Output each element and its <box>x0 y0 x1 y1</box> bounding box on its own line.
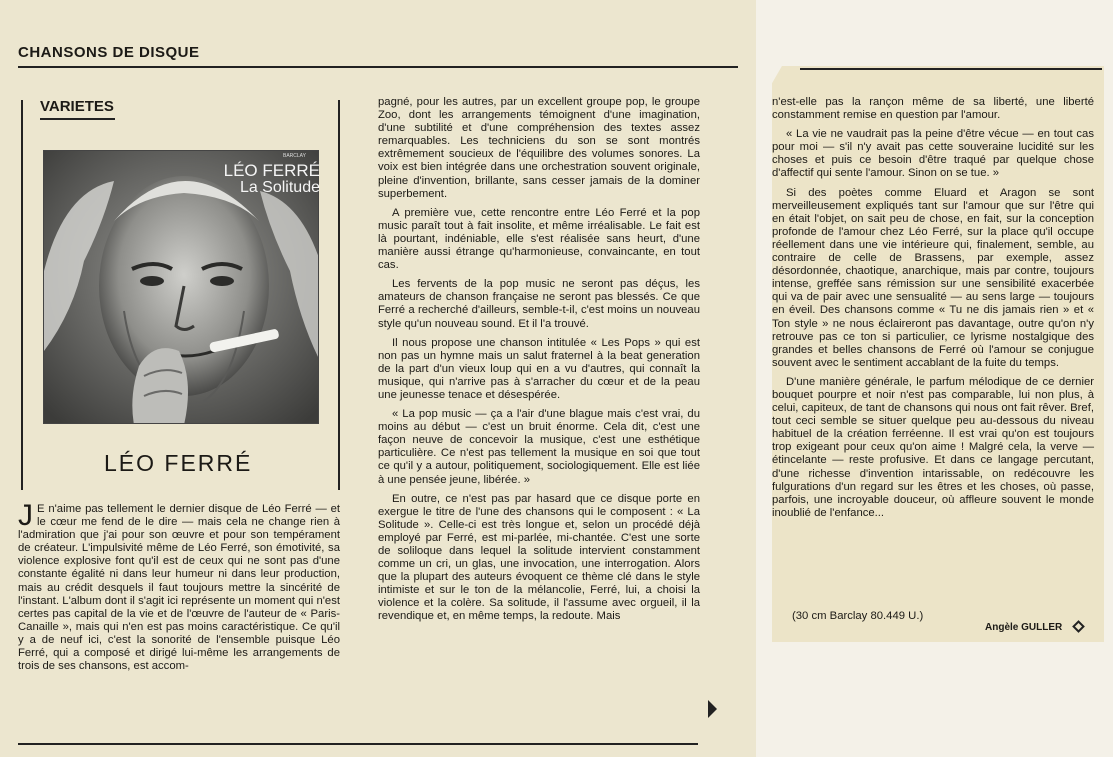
bottom-rule <box>18 743 698 745</box>
paragraph: Il nous propose une chanson intitulée « Les Pops » qui est non pas un hymne mais un salut fraternel à la beat generation de la part d'un vieux loup qui en a vu d'autres, qui connaît la musique, qui n'arrive pas à s'arracher du cœur et de la peau une jeunesse tenace et désespérée. <box>378 336 700 401</box>
drop-cap: J <box>18 499 33 532</box>
paragraph: pagné, pour les autres, par un excellent groupe pop, le groupe Zoo, dont les arrangements témoignent d'une imagination, d'une subtilité et d'une compréhension des textes assez remarquables. Les techniciens du son se sont montrés extrêmement soucieux de l'équilibre des volumes sonores. La voix est bien intégrée dans une orchestration souvent originale, pleine d'invention, brillante, sans cesser jamais de la dominer superbement. <box>378 96 700 200</box>
record-reference: (30 cm Barclay 80.449 U.) <box>792 610 924 622</box>
album-title <box>212 162 320 196</box>
album-artist: LÉO FERRÉ <box>223 161 320 180</box>
continue-arrow-icon <box>708 700 717 718</box>
quote-paragraph: « La vie ne vaudrait pas la peine d'être vécue — en tout cas pour moi — s'il n'y avait pas cette souveraine lucidité sur les choses et puis ce besoin d'être traqué par quelque chose d'affectif qui sente l'amour. Sinon on se tue. » <box>772 128 1094 180</box>
paragraph: J E n'aime pas tellement le dernier disque de Léo Ferré — et le cœur me fend de le dire — mais cela ne change rien à l'admiration que j'ai pour son œuvre et pour son tempérament de créateur. L'impulsivité même de Léo Ferré, son émotivité, sa violence explosive font qu'il est de ceux qui ne sont pas d'une constante égalité ni dans leur humeur ni dans leur production, mais au crédit desquels il faut toujours mettre la sincérité de l'instant. L'album dont il s'agit ici représente un moment qui n'est certes pas capital de la vie et de l'œuvre de l'auteur de « Paris-Canaille », mais qui n'en est pas moins caractéristique. Ce qu'il y a de neuf ici, c'est la sonorité de l'ensemble puisque Léo Ferré, qui a composé et dirigé lui-même les arrangements de trois de ses chansons, est accom- <box>18 499 340 673</box>
paragraph: A première vue, cette rencontre entre Léo Ferré et la pop music paraît tout à fait insolite, et même irréalisable. Le fait est là pourtant, indéniable, elle s'est réalisée sans heurt, d'une manière aussi étrange qu'harmonieuse, convaincante, en tout cas. <box>378 206 700 272</box>
artist-caption: LÉO FERRÉ <box>104 450 253 476</box>
article-column-3 <box>772 96 1094 526</box>
photo-frame-left <box>21 100 23 490</box>
right-top-rule <box>800 68 1102 70</box>
category-label: VARIETES <box>40 98 114 115</box>
quote-paragraph: « La pop music — ça a l'air d'une blague mais c'est vrai, du moins au début — c'est un bruit énorme. Cela dit, c'est une façon neuve de concevoir la musique, c'est une esthétique particulière. Ce n'est pas tellement la musique en soi que tout ce qu'il y a autour, politiquement, sociologiquement. Elle est liée à une pensée jeune, libérée. » <box>378 408 700 486</box>
article-column-2 <box>378 96 700 630</box>
paragraph: Si des poètes comme Eluard et Aragon se sont merveilleusement expliqués tant sur l'amour que sur l'être qui en était l'objet, on sait peu de chose, en fait, sur la conception profonde de l'amour chez Léo Ferré, sur la place qu'il occupe réellement dans une vie intérieure qui, finalement, semble, au contraire de celle de Brassens, par exemple, assez désordonnée, chaotique, anarchique, mais par contre, toujours intense, greffée sans rémission sur une sensibilité exacerbée qui va de pair avec une sensualité — au sens large — toujours en éveil. Des chansons comme « Tu ne dis jamais rien » et « Ton style » ne nous éclaireront pas davantage, outre qu'on n'y retrouve pas ce ton si particulier, ce lyrisme nostalgique des grandes et belles chansons de Ferré où l'amour se conjugue souvent avec le sentiment accablant de la fuite du temps. <box>772 186 1094 369</box>
album-name: La Solitude <box>239 179 320 196</box>
category-underline <box>40 118 115 120</box>
album-label-text: BARCLAY <box>283 153 306 159</box>
top-rule <box>18 66 738 68</box>
author-signature: Angèle GULLER <box>985 622 1063 633</box>
section-header: CHANSONS DE DISQUE <box>18 44 200 61</box>
paragraph: n'est-elle pas la rançon même de sa liberté, une liberté constamment remise en question par l'amour. <box>772 96 1094 122</box>
paragraph: D'une manière générale, le parfum mélodique de ce dernier bouquet pourpre et noir n'est pas comparable, lui non plus, à celui, capiteux, de tant de chansons qui nous ont fait rêver. Bref, tout ceci semble se situer quelque peu au-dessous du niveau habituel de la création ferréenne. Il est vrai qu'on est toujours trop exigeant pour ceux qu'on aime ! Malgré cela, la verve — étincelante — reste profusive. Et dans ce langage percutant, d'une richesse d'invention intarissable, on redécouvre les fulgurations d'un regard sur les êtres et les choses, où passe, parfois, une incroyable douceur, où affleure souvent le monde inoublié de l'enfance... <box>772 375 1094 519</box>
article-column-1 <box>18 499 340 679</box>
paragraph: Les fervents de la pop music ne seront pas déçus, les amateurs de chanson française ne seront pas blessés. Ce que Ferré a recherché d'ailleurs, semble-t-il, c'est moins un nouveau style qu'un nouveau sound. Et il l'a trouvé. <box>378 278 700 330</box>
paragraph: En outre, ce n'est pas par hasard que ce disque porte en exergue le titre de l'une des chansons qui le composent : « La Solitude ». Celle-ci est très longue et, selon un procédé déjà employé par Ferré, est mi-parlée, mi-chantée. C'est une sorte de soliloque dans lequel la solitude intervient constamment comme un cri, un glas, une invocation, une interrogation. Alors que la plupart des auteurs évoquent ce thème clé dans le style intimiste et sur le ton de la mélancolie, Ferré, lui, a choisi la violence et la colère. Sa solitude, il l'assume avec orgueil, il la revendique et, en même temps, la redoute. Mais <box>378 492 700 623</box>
photo-frame-right <box>338 100 340 490</box>
